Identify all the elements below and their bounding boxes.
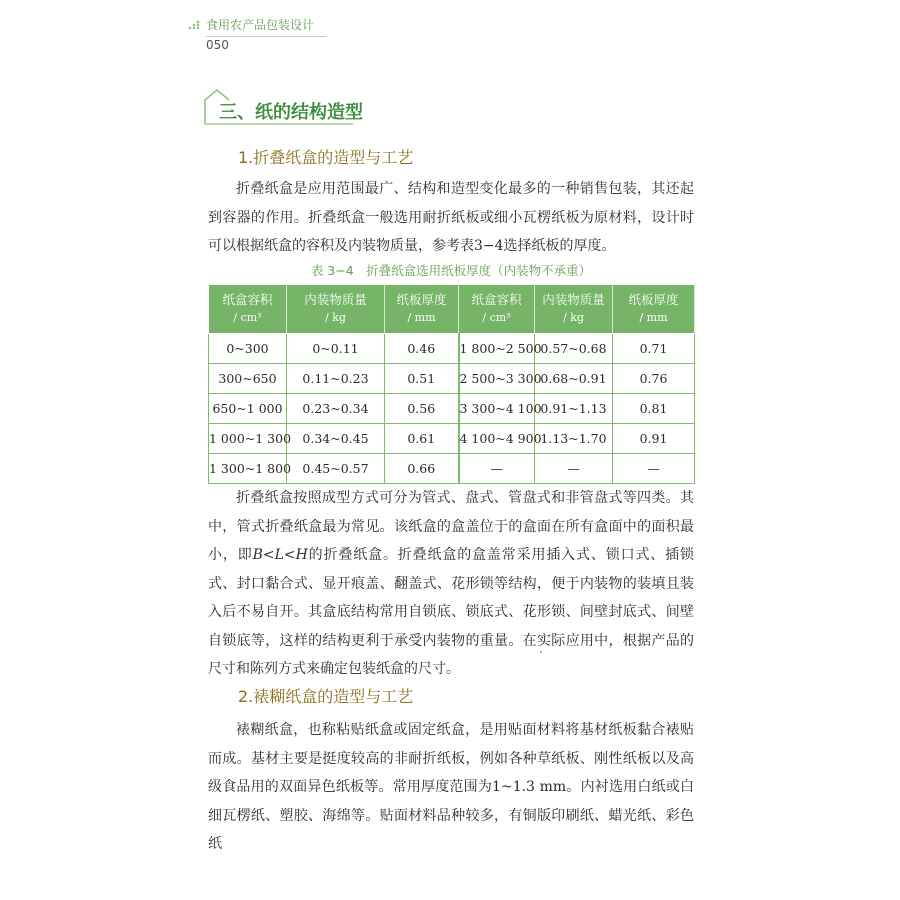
page-number: 050 [206, 38, 229, 52]
table-cell: 0~0.11 [287, 334, 385, 364]
table-cell: 0.46 [385, 334, 459, 364]
table-cell: 650~1 000 [209, 394, 287, 424]
table-cell: 0.34~0.45 [287, 424, 385, 454]
table-cell: 0.45~0.57 [287, 454, 385, 484]
table-header-row [209, 285, 695, 334]
section-heading [203, 84, 403, 126]
table-cell: 0.66 [385, 454, 459, 484]
table-row [209, 424, 695, 454]
table-cell: 0.56 [385, 394, 459, 424]
table-cell: 0.91~1.13 [535, 394, 613, 424]
table-cell: 1.13~1.70 [535, 424, 613, 454]
table-cell: 0.57~0.68 [535, 334, 613, 364]
table-cell: 0~300 [209, 334, 287, 364]
subsection-title-folding-box: 1.折叠纸盒的造型与工艺 [238, 148, 414, 167]
table-row [209, 394, 695, 424]
table-caption: 表 3−4 折叠纸盒选用纸板厚度（内装物不承重） [310, 263, 592, 278]
header-volume: 纸盒容积 / cm³ [459, 285, 535, 334]
paragraph-text: 裱糊纸盒，也称粘贴纸盒或固定纸盒，是用贴面材料将基材纸板黏合裱贴而成。基材主要是挺度较高的非耐折纸板，例如各种草纸板、刚性纸板以及高级食品用的双面异色纸板等。常用厚度范围为1~1.3 mm。内衬选用白纸或白细瓦楞纸、塑胶、海绵等。贴面材料品种较多，有铜版印刷纸、蜡光纸、彩色纸 [208, 722, 694, 852]
header-volume: 纸盒容积 / cm³ [209, 285, 287, 334]
table-cell: 0.91 [613, 424, 695, 454]
dimension-formula: B<L<H [252, 547, 308, 563]
paragraph-folding-intro [208, 175, 694, 261]
table-cell: 0.81 [613, 394, 695, 424]
table-cell: — [613, 454, 695, 484]
table-cell: 0.61 [385, 424, 459, 454]
table-cell: 2 500~3 300 [459, 364, 535, 394]
table-cell: — [459, 454, 535, 484]
board-thickness-table [208, 284, 695, 484]
table-cell: 4 100~4 900 [459, 424, 535, 454]
table-cell: 1 300~1 800 [209, 454, 287, 484]
header-thickness: 纸板厚度 / mm [613, 285, 695, 334]
paragraph-text: 折叠纸盒按照成型方式可分为管式、盘式、管盘式和非管盘式等四类。其中，管式折叠纸盒最为常见。该纸盒的盒盖位于的盒面在所有盒面中的面积最小，即B<L<H的折叠纸盒。折叠纸盒的盒盖常采用插入式、锁口式、插锁式、封口黏合式、显开痕盖、翻盖式、花形锁等结构，便于内装物的装填且装入后不易自开。其盒底结构常用自锁底、锁底式、花形锁、间壁封底式、间壁自锁底等，这样的结构更利于承受内装物的重量。在实际应用中，根据产品的尺寸和陈列方式来确定包装纸盒的尺寸。 [208, 490, 695, 677]
paragraph-text: 折叠纸盒是应用范围最广、结构和造型变化最多的一种销售包装，其还起到容器的作用。折叠纸盒一般选用耐折纸板或细小瓦楞纸板为原材料，设计时可以根据纸盒的容积及内装物质量，参考表3−4选择纸板的厚度。 [208, 181, 694, 254]
table-cell: 0.71 [613, 334, 695, 364]
table-cell: 0.23~0.34 [287, 394, 385, 424]
header-rule [206, 36, 326, 37]
header-mass: 内装物质量 / kg [535, 285, 613, 334]
table-cell: 0.68~0.91 [535, 364, 613, 394]
section-title: 三、纸的结构造型 [219, 102, 363, 123]
paragraph-folding-types [208, 484, 694, 684]
print-speck [540, 651, 542, 653]
table-cell: 3 300~4 100 [459, 394, 535, 424]
table-cell: 1 000~1 300 [209, 424, 287, 454]
table-row [209, 364, 695, 394]
dots-icon [188, 20, 202, 30]
table-row [209, 454, 695, 484]
table-cell: 1 800~2 500 [459, 334, 535, 364]
table-cell: — [535, 454, 613, 484]
header-mass: 内装物质量 / kg [287, 285, 385, 334]
table-cell: 0.11~0.23 [287, 364, 385, 394]
table-cell: 0.76 [613, 364, 695, 394]
table-cell: 300~650 [209, 364, 287, 394]
table-cell: 0.51 [385, 364, 459, 394]
paragraph-mounted-intro [208, 716, 694, 859]
table-row [209, 334, 695, 364]
book-title: 食用农产品包装设计 [206, 18, 315, 32]
subsection-title-mounted-box: 2.裱糊纸盒的造型与工艺 [238, 687, 414, 706]
header-thickness: 纸板厚度 / mm [385, 285, 459, 334]
